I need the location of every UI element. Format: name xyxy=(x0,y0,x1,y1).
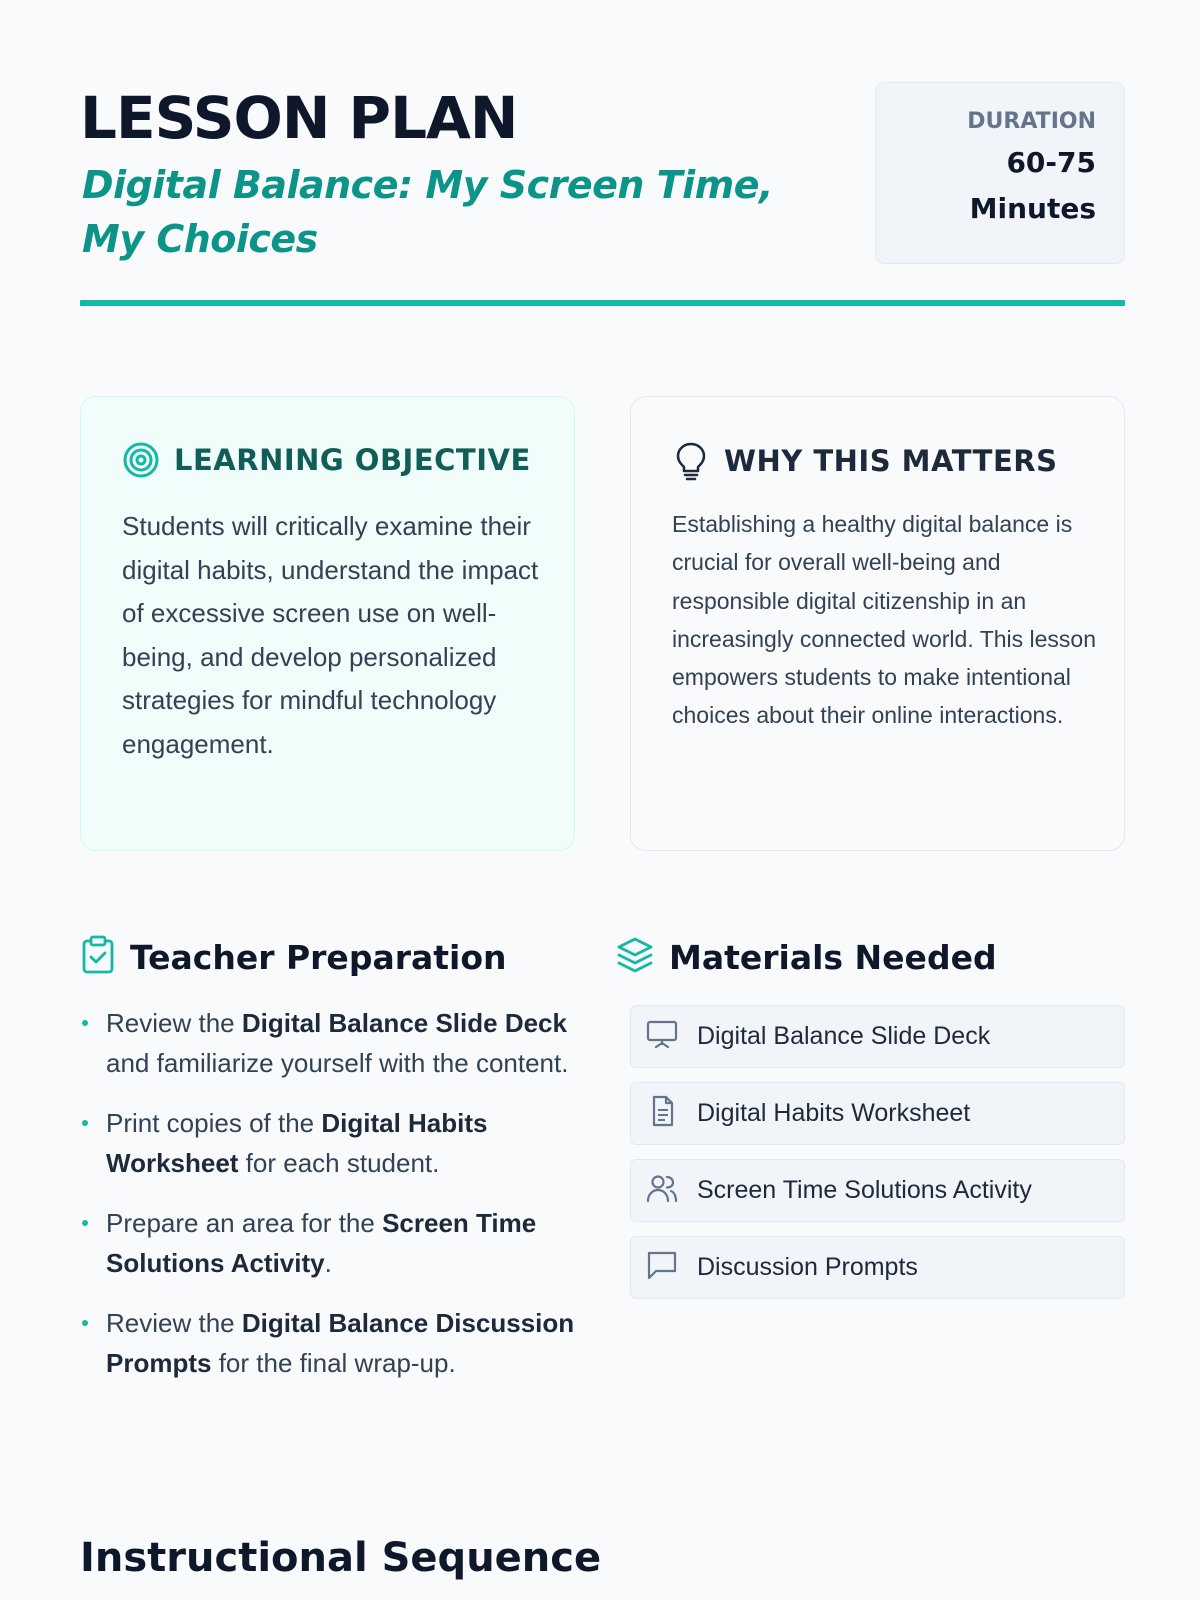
presentation-icon xyxy=(645,1018,679,1055)
duration-box xyxy=(875,82,1125,264)
duration-value-text: 60-75 Minutes xyxy=(969,146,1096,225)
learning-objective-header xyxy=(122,441,531,479)
list-item-bold: Digital Habits Worksheet xyxy=(106,1108,488,1178)
material-item-label: Digital Habits Worksheet xyxy=(697,1099,971,1127)
list-item-text: Review the xyxy=(106,1008,242,1038)
learning-objective-text: Students will critically examine their digital habits, understand the impact of excessive screen use on well-being, and develop personalized strategies for mindful technology engagement. xyxy=(122,511,539,759)
material-item-prompts xyxy=(630,1236,1125,1299)
lesson-subtitle: Digital Balance: My Screen Time, My Choices xyxy=(82,163,773,261)
duration-value xyxy=(876,140,1096,232)
why-this-matters-text: Establishing a healthy digital balance is crucial for overall well-being and responsible digital citizenship in an increasingly connected world. This lesson empowers students to make intentional choices about their online interactions. xyxy=(672,511,1097,729)
list-item-text: Review the xyxy=(106,1308,242,1338)
lightbulb-icon xyxy=(672,441,710,481)
list-item-text: for each student. xyxy=(238,1148,440,1178)
learning-objective-title: LEARNING OBJECTIVE xyxy=(174,443,531,477)
material-item-label: Screen Time Solutions Activity xyxy=(697,1176,1032,1204)
teacher-preparation-title: Teacher Preparation xyxy=(130,938,507,977)
list-item-text: . xyxy=(324,1248,332,1278)
list-item-text: for the final wrap-up. xyxy=(211,1348,456,1378)
materials-needed-title: Materials Needed xyxy=(669,938,997,977)
document-icon xyxy=(645,1095,679,1132)
page-title: LESSON PLAN xyxy=(80,84,518,152)
list-item xyxy=(80,1203,575,1283)
list-item-bold: Screen Time Solutions Activity xyxy=(106,1208,537,1278)
list-item xyxy=(80,1303,575,1383)
list-item-text: Print copies of the xyxy=(106,1108,322,1138)
list-item-text: and familiarize yourself with the content. xyxy=(106,1048,569,1078)
materials-list xyxy=(630,1005,1125,1313)
teacher-preparation-list xyxy=(80,1003,575,1403)
header xyxy=(80,78,1125,308)
target-icon xyxy=(122,441,160,479)
clipboard-check-icon xyxy=(80,935,116,980)
material-item-worksheet xyxy=(630,1082,1125,1145)
header-divider xyxy=(80,300,1125,306)
users-icon xyxy=(645,1172,679,1209)
material-item-activity xyxy=(630,1159,1125,1222)
list-item-bold: Digital Balance Slide Deck xyxy=(241,1008,567,1038)
list-item xyxy=(80,1103,575,1183)
materials-needed-header xyxy=(615,935,997,980)
learning-objective-card xyxy=(80,396,575,851)
duration-label: DURATION xyxy=(967,109,1096,134)
teacher-preparation-header xyxy=(80,935,507,980)
material-item-slide-deck xyxy=(630,1005,1125,1068)
why-this-matters-card xyxy=(630,396,1125,851)
chat-icon xyxy=(645,1249,679,1286)
layers-icon xyxy=(615,935,655,980)
why-this-matters-header xyxy=(672,441,1058,481)
why-this-matters-title: WHY THIS MATTERS xyxy=(724,444,1058,478)
material-item-label: Digital Balance Slide Deck xyxy=(697,1022,991,1050)
material-item-label: Discussion Prompts xyxy=(697,1253,918,1281)
list-item-text: Prepare an area for the xyxy=(106,1208,383,1238)
list-item xyxy=(80,1003,575,1083)
list-item-bold: Digital Balance Discussion Prompts xyxy=(106,1308,575,1378)
instructional-sequence-title: Instructional Sequence xyxy=(80,1535,602,1581)
